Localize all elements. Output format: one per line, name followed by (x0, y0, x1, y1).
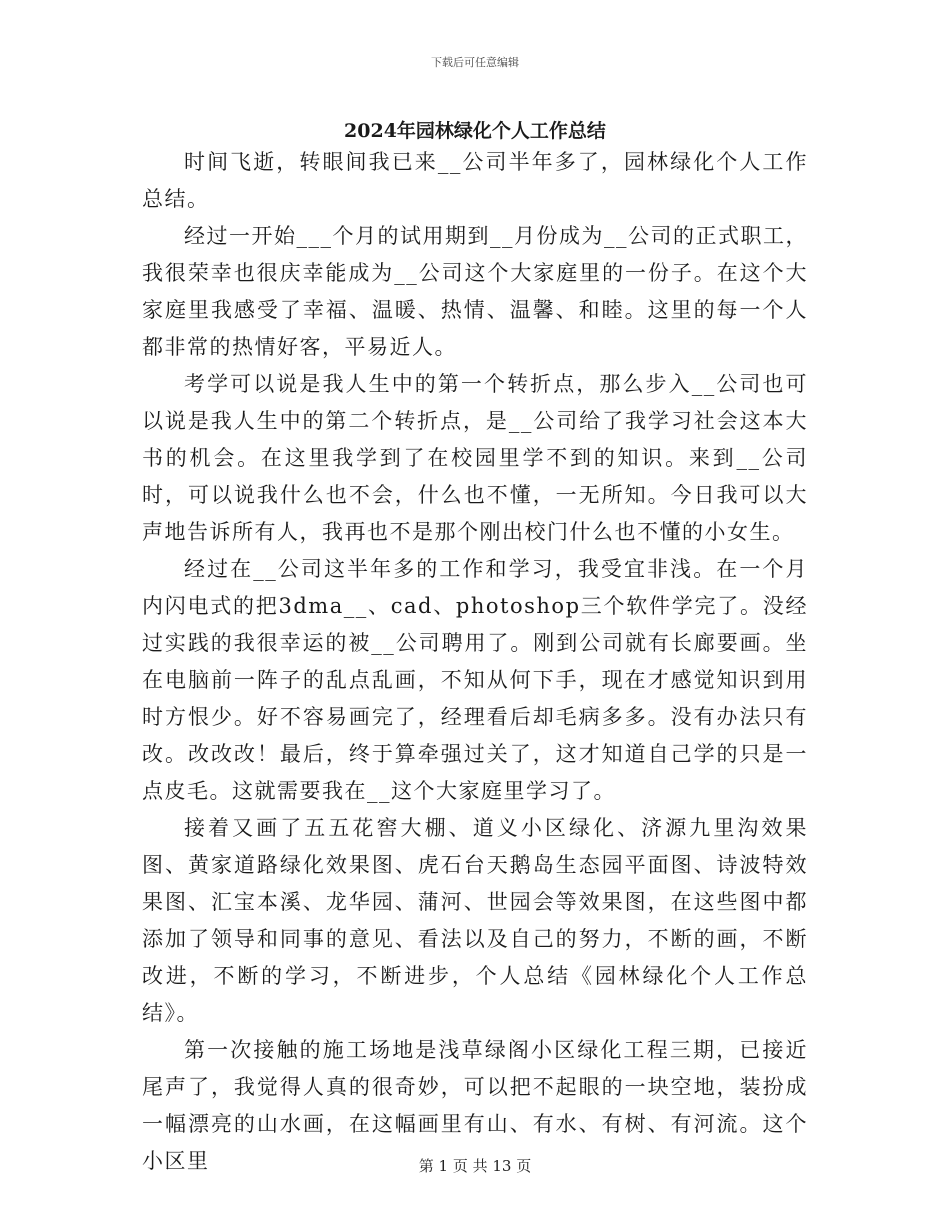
document-body (142, 144, 808, 1180)
paragraph: 经过一开始___个月的试用期到__月份成为__公司的正式职工，我很荣幸也很庆幸能成为__公司这个大家庭里的一份子。在这个大家庭里我感受了幸福、温暖、热情、温馨、和睦。这里的每一个人都非常的热情好客，平易近人。 (142, 224, 808, 359)
paragraph: 考学可以说是我人生中的第一个转折点，那么步入__公司也可以说是我人生中的第二个转折点，是__公司给了我学习社会这本大书的机会。在这里我学到了在校园里学不到的知识。来到__公司时，可以说我什么也不会，什么也不懂，一无所知。今日我可以大声地告诉所有人，我再也不是那个刚出校门什么也不懂的小女生。 (142, 372, 808, 544)
paragraph: 时间飞逝，转眼间我已来__公司半年多了，园林绿化个人工作总结。 (142, 150, 808, 211)
header-note: 下载后可任意编辑 (431, 56, 519, 69)
paragraph: 接着又画了五五花窖大棚、道义小区绿化、济源九里沟效果图、黄家道路绿化效果图、虎石台天鹅岛生态园平面图、诗波特效果图、汇宝本溪、龙华园、蒲河、世园会等效果图，在这些图中都添加了领导和同事的意见、看法以及自己的努力，不断的画，不断改进，不断的学习，不断进步，个人总结《园林绿化个人工作总结》。 (142, 816, 808, 1025)
document-title: 2024年园林绿化个人工作总结 (344, 120, 606, 142)
paragraph: 经过在__公司这半年多的工作和学习，我受宜非浅。在一个月内闪电式的把3dma__、cad、photoshop三个软件学完了。没经过实践的我很幸运的被__公司聘用了。刚到公司就有长廊要画。坐在电脑前一阵子的乱点乱画，不知从何下手，现在才感觉知识到用时方恨少。好不容易画完了，经理看后却毛病多多。没有办法只有改。改改改！最后，终于算牵强过关了，这才知道自己学的只是一点皮毛。这就需要我在__这个大家庭里学习了。 (142, 557, 808, 803)
page-number: 第 1 页 共 13 页 (418, 1157, 532, 1175)
paragraph: 第一次接触的施工场地是浅草绿阁小区绿化工程三期，已接近尾声了，我觉得人真的很奇妙，可以把不起眼的一块空地，装扮成一幅漂亮的山水画，在这幅画里有山、有水、有树、有河流。这个小区里 (142, 1038, 808, 1173)
